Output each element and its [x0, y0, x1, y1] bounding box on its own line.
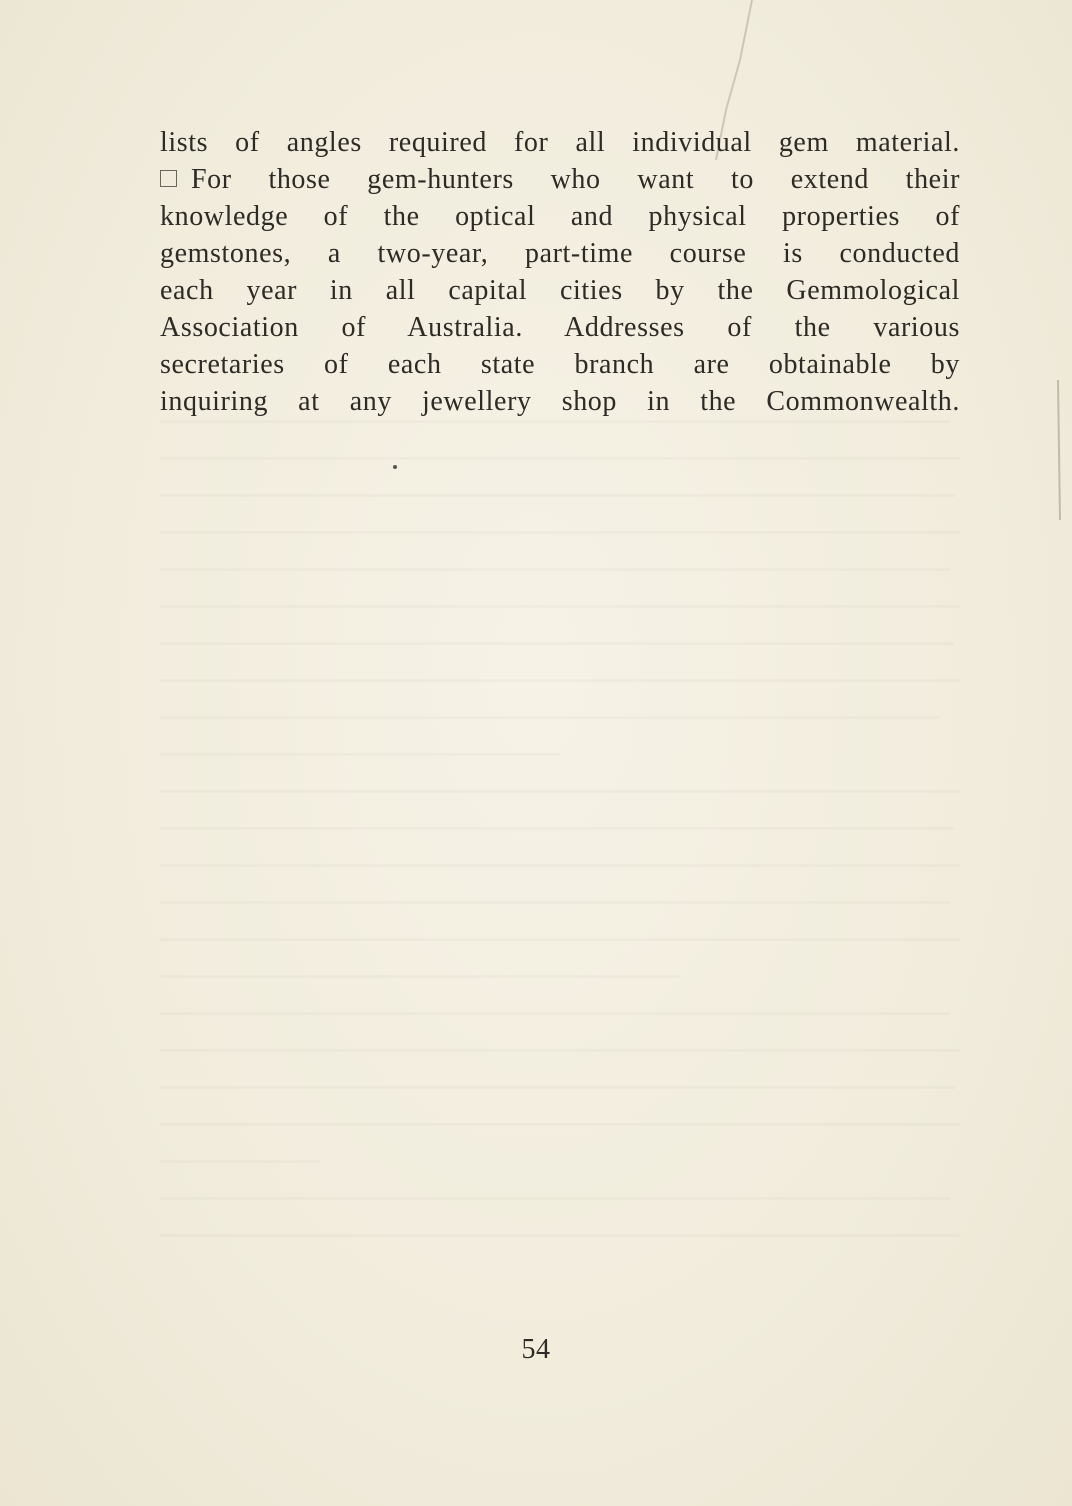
- text-line-2-content: For those gem-hunters who want to extend their: [191, 164, 960, 195]
- text-line-8: inquiring at any jewellery shop in the Commonwealth.: [160, 386, 960, 417]
- text-line-6: Association of Australia. Addresses of the various: [160, 312, 960, 343]
- show-through-text: [160, 400, 960, 1280]
- body-paragraph: [160, 124, 960, 420]
- text-line-5: each year in all capital cities by the Gemmological: [160, 275, 960, 306]
- text-line-4: gemstones, a two-year, part-time course is conducted: [160, 238, 960, 269]
- page-number: 54: [521, 1334, 551, 1365]
- text-line-2: [160, 161, 960, 198]
- paragraph-marker-icon: [160, 170, 177, 187]
- text-line-1: lists of angles required for all individual gem material.: [160, 127, 960, 158]
- text-line-3: knowledge of the optical and physical properties of: [160, 201, 960, 232]
- text-line-7: secretaries of each state branch are obtainable by: [160, 349, 960, 380]
- ink-speck: [393, 465, 397, 469]
